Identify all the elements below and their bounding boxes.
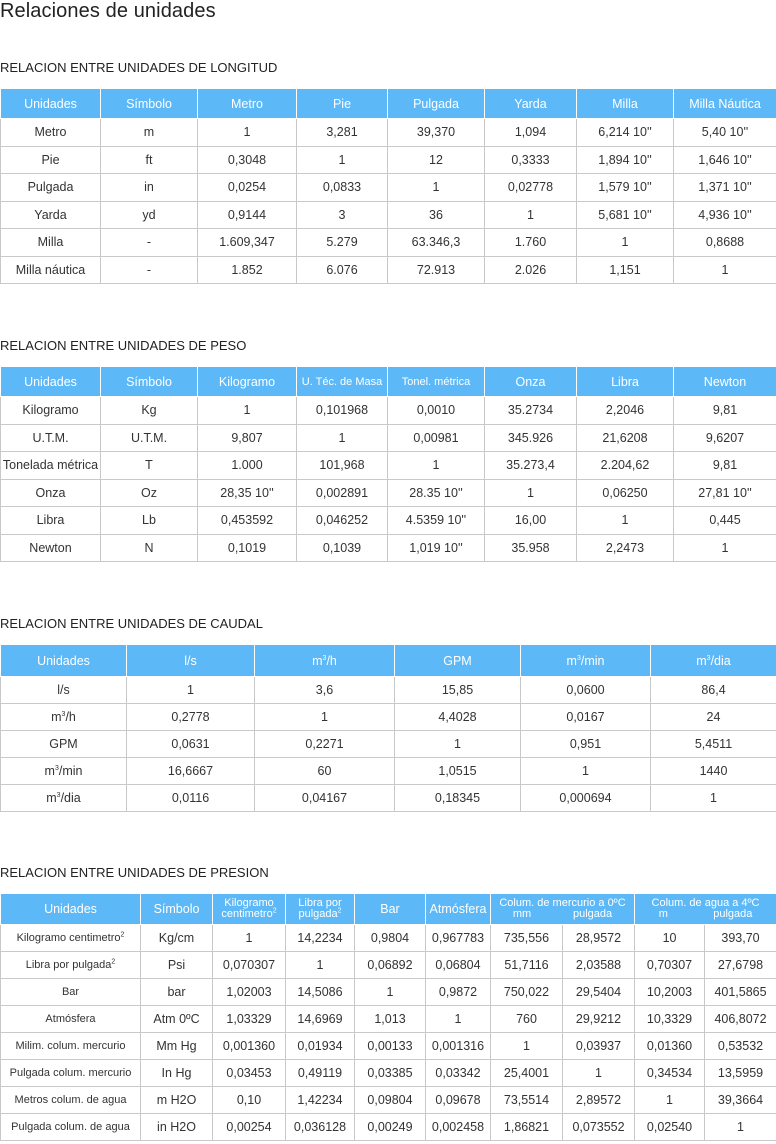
table-cell: m bbox=[101, 119, 198, 147]
table-cell: 10 bbox=[635, 925, 705, 952]
section-title-presion: RELACION ENTRE UNIDADES DE PRESION bbox=[0, 865, 269, 880]
table-row bbox=[1, 452, 776, 480]
table-row bbox=[1, 146, 776, 174]
table-row bbox=[1, 397, 776, 425]
table-cell: 5,681 10'' bbox=[577, 201, 674, 229]
table-cell: 0,101968 bbox=[297, 397, 388, 425]
header-cell: Símbolo bbox=[101, 367, 198, 397]
table-cell: 0,04167 bbox=[255, 785, 395, 812]
table-cell: 0,2271 bbox=[255, 731, 395, 758]
table-cell: 0,0010 bbox=[388, 397, 485, 425]
header-cell: Unidades bbox=[1, 367, 101, 397]
table-cell: 27,81 10'' bbox=[674, 479, 776, 507]
row-label-cell: Atmósfera bbox=[1, 1006, 141, 1033]
table-cell: 406,8072 bbox=[705, 1006, 776, 1033]
table-cell: 0,3333 bbox=[485, 146, 577, 174]
table-cell: 73,5514 bbox=[491, 1087, 563, 1114]
table-cell: 9,81 bbox=[674, 452, 776, 480]
table-header-row bbox=[1, 894, 776, 925]
table-cell: 2,2473 bbox=[577, 534, 674, 562]
header-h2o-m: m bbox=[658, 908, 668, 920]
section-title-caudal: RELACION ENTRE UNIDADES DE CAUDAL bbox=[0, 616, 263, 631]
table-row bbox=[1, 479, 776, 507]
row-label-cell: $m^3/\min$ bbox=[1, 758, 127, 785]
header-hg bbox=[491, 894, 635, 925]
table-cell: 4,4028 bbox=[395, 704, 521, 731]
table-cell: 0,445 bbox=[674, 507, 776, 535]
table-cell: 1.000 bbox=[198, 452, 297, 480]
row-label-cell: l/s bbox=[1, 677, 127, 704]
table-cell: 1 bbox=[485, 201, 577, 229]
row-label-cell: Newton bbox=[1, 534, 101, 562]
page-title: Relaciones de unidades bbox=[0, 0, 216, 22]
table-cell: 0,070307 bbox=[213, 952, 286, 979]
table-cell: 0,03937 bbox=[563, 1033, 635, 1060]
section-title-longitud: RELACION ENTRE UNIDADES DE LONGITUD bbox=[0, 60, 278, 75]
table-cell: 35.958 bbox=[485, 534, 577, 562]
table-cell: 101,968 bbox=[297, 452, 388, 480]
table-cell: 1,894 10'' bbox=[577, 146, 674, 174]
table-cell: 1 bbox=[127, 677, 255, 704]
table-cell: Kg bbox=[101, 397, 198, 425]
table-cell: 0,70307 bbox=[635, 952, 705, 979]
table-cell: 1 bbox=[577, 229, 674, 257]
table-cell: 0,001360 bbox=[213, 1033, 286, 1060]
header-cell: Yarda bbox=[485, 89, 577, 119]
table-cell: - bbox=[101, 229, 198, 257]
table-cell: 1 bbox=[491, 1033, 563, 1060]
table-cell: 28.35 10'' bbox=[388, 479, 485, 507]
row-label-cell: Pulgada colum. de agua bbox=[1, 1114, 141, 1141]
table-row bbox=[1, 758, 776, 785]
table-cell: 3,281 bbox=[297, 119, 388, 147]
table-row bbox=[1, 174, 776, 202]
header-cell: $m^3$/dia bbox=[651, 645, 776, 677]
table-row bbox=[1, 979, 776, 1006]
table-cell: 1 bbox=[705, 1114, 776, 1141]
table-row bbox=[1, 256, 776, 284]
row-label-cell: Metros colum. de agua bbox=[1, 1087, 141, 1114]
table-row bbox=[1, 677, 776, 704]
table-cell: 1,02003 bbox=[213, 979, 286, 1006]
table-cell: 1 bbox=[395, 731, 521, 758]
table-row bbox=[1, 201, 776, 229]
table-cell: 13,5959 bbox=[705, 1060, 776, 1087]
header-cell: U. Téc. de Masa bbox=[297, 367, 388, 397]
table-cell: 0,0833 bbox=[297, 174, 388, 202]
section-title-peso: RELACION ENTRE UNIDADES DE PESO bbox=[0, 338, 247, 353]
table-row bbox=[1, 785, 776, 812]
table-cell: 0,9804 bbox=[355, 925, 426, 952]
header-hg-in: pulgada bbox=[572, 908, 613, 920]
header-h2o-line1: Colum. de agua a 4ºC bbox=[651, 897, 760, 909]
table-cell: 16,6667 bbox=[127, 758, 255, 785]
table-row bbox=[1, 952, 776, 979]
table-cell: 35.2734 bbox=[485, 397, 577, 425]
header-cell: Pulgada bbox=[388, 89, 485, 119]
table-cell: 0,06804 bbox=[426, 952, 491, 979]
table-cell: 0,02540 bbox=[635, 1114, 705, 1141]
table-cell: 14,2234 bbox=[286, 925, 355, 952]
table-cell: 0,0167 bbox=[521, 704, 651, 731]
table-cell: 1 bbox=[297, 424, 388, 452]
header-psi-line2: pulgada$^2$ bbox=[298, 907, 342, 920]
header-kgcm bbox=[213, 894, 286, 925]
table-cell: 1 bbox=[651, 785, 776, 812]
header-hg-line1: Colum. de mercurio a 0ºC bbox=[499, 897, 626, 909]
header-h2o bbox=[635, 894, 776, 925]
table-cell: 0,49119 bbox=[286, 1060, 355, 1087]
table-header-row bbox=[1, 367, 776, 397]
table-cell: 9,807 bbox=[198, 424, 297, 452]
table-cell: Kg/cm bbox=[141, 925, 213, 952]
table-cell: 1 bbox=[485, 479, 577, 507]
table-cell: 1,42234 bbox=[286, 1087, 355, 1114]
table-cell: 0,3048 bbox=[198, 146, 297, 174]
table-cell: 72.913 bbox=[388, 256, 485, 284]
table-row bbox=[1, 704, 776, 731]
table-cell: 35.273,4 bbox=[485, 452, 577, 480]
table-cell: 3,6 bbox=[255, 677, 395, 704]
table-cell: 1.852 bbox=[198, 256, 297, 284]
table-peso bbox=[0, 366, 776, 562]
table-cell: 0,1019 bbox=[198, 534, 297, 562]
table-cell: 24 bbox=[651, 704, 776, 731]
table-cell: 1 bbox=[198, 119, 297, 147]
header-cell: Metro bbox=[198, 89, 297, 119]
table-cell: 0,53532 bbox=[705, 1033, 776, 1060]
row-label-cell: Yarda bbox=[1, 201, 101, 229]
table-cell: 51,7116 bbox=[491, 952, 563, 979]
header-cell: Kilogramo bbox=[198, 367, 297, 397]
row-label-cell: Kilogramo centimetro$^2$ bbox=[1, 925, 141, 952]
table-cell: 1,094 bbox=[485, 119, 577, 147]
header-kgcm-line1: Kilogramo bbox=[224, 897, 274, 909]
table-cell: 5,40 10'' bbox=[674, 119, 776, 147]
table-cell: Mm Hg bbox=[141, 1033, 213, 1060]
header-cell: Pie bbox=[297, 89, 388, 119]
table-cell: 27,6798 bbox=[705, 952, 776, 979]
table-cell: 36 bbox=[388, 201, 485, 229]
table-cell: 0,00254 bbox=[213, 1114, 286, 1141]
table-cell: 0,2778 bbox=[127, 704, 255, 731]
table-cell: Lb bbox=[101, 507, 198, 535]
table-cell: 760 bbox=[491, 1006, 563, 1033]
table-cell: 0,03385 bbox=[355, 1060, 426, 1087]
table-cell: 1 bbox=[198, 397, 297, 425]
row-label-cell: Libra bbox=[1, 507, 101, 535]
table-cell: 4.5359 10'' bbox=[388, 507, 485, 535]
table-cell: 1,0515 bbox=[395, 758, 521, 785]
table-cell: 0,951 bbox=[521, 731, 651, 758]
header-cell: Libra bbox=[577, 367, 674, 397]
table-header-row bbox=[1, 645, 776, 677]
table-cell: N bbox=[101, 534, 198, 562]
table-cell: 0,0116 bbox=[127, 785, 255, 812]
table-cell: 1.760 bbox=[485, 229, 577, 257]
table-longitud bbox=[0, 88, 776, 284]
table-cell: bar bbox=[141, 979, 213, 1006]
row-label-cell: Libra por pulgada$^2$ bbox=[1, 952, 141, 979]
header-cell: Símbolo bbox=[101, 89, 198, 119]
table-cell: 25,4001 bbox=[491, 1060, 563, 1087]
table-cell: 0,00133 bbox=[355, 1033, 426, 1060]
table-cell: 0,036128 bbox=[286, 1114, 355, 1141]
table-cell: 1,013 bbox=[355, 1006, 426, 1033]
table-caudal bbox=[0, 644, 776, 812]
table-row bbox=[1, 424, 776, 452]
header-unidades: Unidades bbox=[1, 894, 141, 925]
header-kgcm-line2: centimetro$^2$ bbox=[221, 907, 277, 920]
table-row bbox=[1, 1087, 776, 1114]
table-cell: 1,86821 bbox=[491, 1114, 563, 1141]
table-cell: 14,6969 bbox=[286, 1006, 355, 1033]
table-row bbox=[1, 119, 776, 147]
header-psi bbox=[286, 894, 355, 925]
header-cell: Onza bbox=[485, 367, 577, 397]
table-cell: 9,81 bbox=[674, 397, 776, 425]
table-cell: 1 bbox=[577, 507, 674, 535]
table-cell: yd bbox=[101, 201, 198, 229]
row-label-cell: $m^3/h$ bbox=[1, 704, 127, 731]
table-cell: 5,4511 bbox=[651, 731, 776, 758]
table-cell: 0,9144 bbox=[198, 201, 297, 229]
table-cell: 0,01360 bbox=[635, 1033, 705, 1060]
table-cell: 2.026 bbox=[485, 256, 577, 284]
header-cell: Unidades bbox=[1, 89, 101, 119]
table-cell: 2,03588 bbox=[563, 952, 635, 979]
table-cell: 6,214 10'' bbox=[577, 119, 674, 147]
table-cell: 10,2003 bbox=[635, 979, 705, 1006]
row-label-cell: Milla náutica bbox=[1, 256, 101, 284]
table-row bbox=[1, 925, 776, 952]
table-cell: 0,00249 bbox=[355, 1114, 426, 1141]
table-cell: 0,1039 bbox=[297, 534, 388, 562]
table-cell: 10,3329 bbox=[635, 1006, 705, 1033]
table-row bbox=[1, 229, 776, 257]
table-cell: 1 bbox=[388, 174, 485, 202]
table-cell: 1 bbox=[674, 534, 776, 562]
table-presion bbox=[0, 893, 776, 1141]
table-row bbox=[1, 1114, 776, 1141]
table-cell: In Hg bbox=[141, 1060, 213, 1087]
row-label-cell: Kilogramo bbox=[1, 397, 101, 425]
header-cell: $m^3/\min$ bbox=[521, 645, 651, 677]
table-cell: 0,8688 bbox=[674, 229, 776, 257]
table-cell: 1 bbox=[426, 1006, 491, 1033]
table-cell: 0,09804 bbox=[355, 1087, 426, 1114]
table-cell: 0,0631 bbox=[127, 731, 255, 758]
table-cell: Psi bbox=[141, 952, 213, 979]
table-cell: 0,967783 bbox=[426, 925, 491, 952]
table-cell: 2,2046 bbox=[577, 397, 674, 425]
table-cell: 0,073552 bbox=[563, 1114, 635, 1141]
table-cell: 1 bbox=[286, 952, 355, 979]
table-row bbox=[1, 1006, 776, 1033]
row-label-cell: Bar bbox=[1, 979, 141, 1006]
row-label-cell: Metro bbox=[1, 119, 101, 147]
row-label-cell: Milim. colum. mercurio bbox=[1, 1033, 141, 1060]
table-cell: 750,022 bbox=[491, 979, 563, 1006]
header-cell: Newton bbox=[674, 367, 776, 397]
row-label-cell: Pulgada bbox=[1, 174, 101, 202]
table-cell: 39,370 bbox=[388, 119, 485, 147]
row-label-cell: Onza bbox=[1, 479, 101, 507]
table-cell: 393,70 bbox=[705, 925, 776, 952]
row-label-cell: Pie bbox=[1, 146, 101, 174]
table-cell: 0,001316 bbox=[426, 1033, 491, 1060]
table-cell: 0,03453 bbox=[213, 1060, 286, 1087]
table-cell: 0,34534 bbox=[635, 1060, 705, 1087]
row-label-cell: Tonelada métrica bbox=[1, 452, 101, 480]
table-cell: 0,03342 bbox=[426, 1060, 491, 1087]
table-header-row bbox=[1, 89, 776, 119]
table-cell: 3 bbox=[297, 201, 388, 229]
table-cell: 0,002891 bbox=[297, 479, 388, 507]
header-cell: Milla bbox=[577, 89, 674, 119]
table-cell: 1 bbox=[213, 925, 286, 952]
header-bar: Bar bbox=[355, 894, 426, 925]
table-cell: 1,646 10'' bbox=[674, 146, 776, 174]
header-hg-mm: mm bbox=[512, 908, 532, 920]
table-cell: 1 bbox=[635, 1087, 705, 1114]
table-cell: 9,6207 bbox=[674, 424, 776, 452]
table-cell: in bbox=[101, 174, 198, 202]
table-cell: 1.609,347 bbox=[198, 229, 297, 257]
table-cell: ft bbox=[101, 146, 198, 174]
table-cell: 63.346,3 bbox=[388, 229, 485, 257]
header-cell: GPM bbox=[395, 645, 521, 677]
table-cell: Oz bbox=[101, 479, 198, 507]
row-label-cell: Pulgada colum. mercurio bbox=[1, 1060, 141, 1087]
table-cell: 16,00 bbox=[485, 507, 577, 535]
header-psi-line1: Libra por bbox=[298, 897, 342, 909]
row-label-cell: GPM bbox=[1, 731, 127, 758]
header-h2o-in: pulgada bbox=[713, 908, 753, 920]
table-cell: 1 bbox=[563, 1060, 635, 1087]
table-cell: 0,01934 bbox=[286, 1033, 355, 1060]
table-cell: 2.204,62 bbox=[577, 452, 674, 480]
table-cell: 28,9572 bbox=[563, 925, 635, 952]
table-cell: 401,5865 bbox=[705, 979, 776, 1006]
table-cell: 1 bbox=[355, 979, 426, 1006]
table-cell: in H2O bbox=[141, 1114, 213, 1141]
table-row bbox=[1, 1060, 776, 1087]
table-cell: 735,556 bbox=[491, 925, 563, 952]
table-cell: 4,936 10'' bbox=[674, 201, 776, 229]
table-cell: 0,002458 bbox=[426, 1114, 491, 1141]
table-cell: 28,35 10'' bbox=[198, 479, 297, 507]
table-cell: 5.279 bbox=[297, 229, 388, 257]
table-cell: 0,09678 bbox=[426, 1087, 491, 1114]
table-cell: 14,5086 bbox=[286, 979, 355, 1006]
table-cell: 0,0600 bbox=[521, 677, 651, 704]
table-cell: Atm 0ºC bbox=[141, 1006, 213, 1033]
table-cell: 60 bbox=[255, 758, 395, 785]
table-cell: 0,453592 bbox=[198, 507, 297, 535]
table-cell: 0,000694 bbox=[521, 785, 651, 812]
header-cell: Milla Náutica bbox=[674, 89, 776, 119]
table-cell: 29,5404 bbox=[563, 979, 635, 1006]
table-cell: 15,85 bbox=[395, 677, 521, 704]
table-cell: 1440 bbox=[651, 758, 776, 785]
table-row bbox=[1, 534, 776, 562]
table-cell: 1,151 bbox=[577, 256, 674, 284]
table-cell: 0,046252 bbox=[297, 507, 388, 535]
table-cell: m H2O bbox=[141, 1087, 213, 1114]
table-cell: - bbox=[101, 256, 198, 284]
header-cell: l/s bbox=[127, 645, 255, 677]
table-cell: 0,06250 bbox=[577, 479, 674, 507]
table-row bbox=[1, 731, 776, 758]
table-cell: 1,019 10'' bbox=[388, 534, 485, 562]
table-cell: 0,0254 bbox=[198, 174, 297, 202]
table-cell: U.T.M. bbox=[101, 424, 198, 452]
header-simbolo: Símbolo bbox=[141, 894, 213, 925]
table-cell: 29,9212 bbox=[563, 1006, 635, 1033]
table-cell: 21,6208 bbox=[577, 424, 674, 452]
row-label-cell: $m^3$/dia bbox=[1, 785, 127, 812]
table-cell: 39,3664 bbox=[705, 1087, 776, 1114]
table-cell: 2,89572 bbox=[563, 1087, 635, 1114]
table-cell: 1 bbox=[297, 146, 388, 174]
table-cell: 12 bbox=[388, 146, 485, 174]
table-cell: 0,00981 bbox=[388, 424, 485, 452]
table-cell: 0,10 bbox=[213, 1087, 286, 1114]
table-cell: 1 bbox=[521, 758, 651, 785]
table-row bbox=[1, 1033, 776, 1060]
table-cell: 6.076 bbox=[297, 256, 388, 284]
table-cell: 0,18345 bbox=[395, 785, 521, 812]
table-cell: 1 bbox=[255, 704, 395, 731]
header-atm: Atmósfera bbox=[426, 894, 491, 925]
table-cell: 0,02778 bbox=[485, 174, 577, 202]
table-cell: 1,371 10'' bbox=[674, 174, 776, 202]
header-cell: Unidades bbox=[1, 645, 127, 677]
table-cell: 1,03329 bbox=[213, 1006, 286, 1033]
table-cell: 86,4 bbox=[651, 677, 776, 704]
row-label-cell: U.T.M. bbox=[1, 424, 101, 452]
table-cell: 1,579 10'' bbox=[577, 174, 674, 202]
table-row bbox=[1, 507, 776, 535]
table-cell: 1 bbox=[388, 452, 485, 480]
header-cell: $m^3/h$ bbox=[255, 645, 395, 677]
table-cell: T bbox=[101, 452, 198, 480]
table-cell: 345.926 bbox=[485, 424, 577, 452]
table-cell: 1 bbox=[674, 256, 776, 284]
row-label-cell: Milla bbox=[1, 229, 101, 257]
table-cell: 0,06892 bbox=[355, 952, 426, 979]
table-cell: 0,9872 bbox=[426, 979, 491, 1006]
header-cell: Tonel. métrica bbox=[388, 367, 485, 397]
